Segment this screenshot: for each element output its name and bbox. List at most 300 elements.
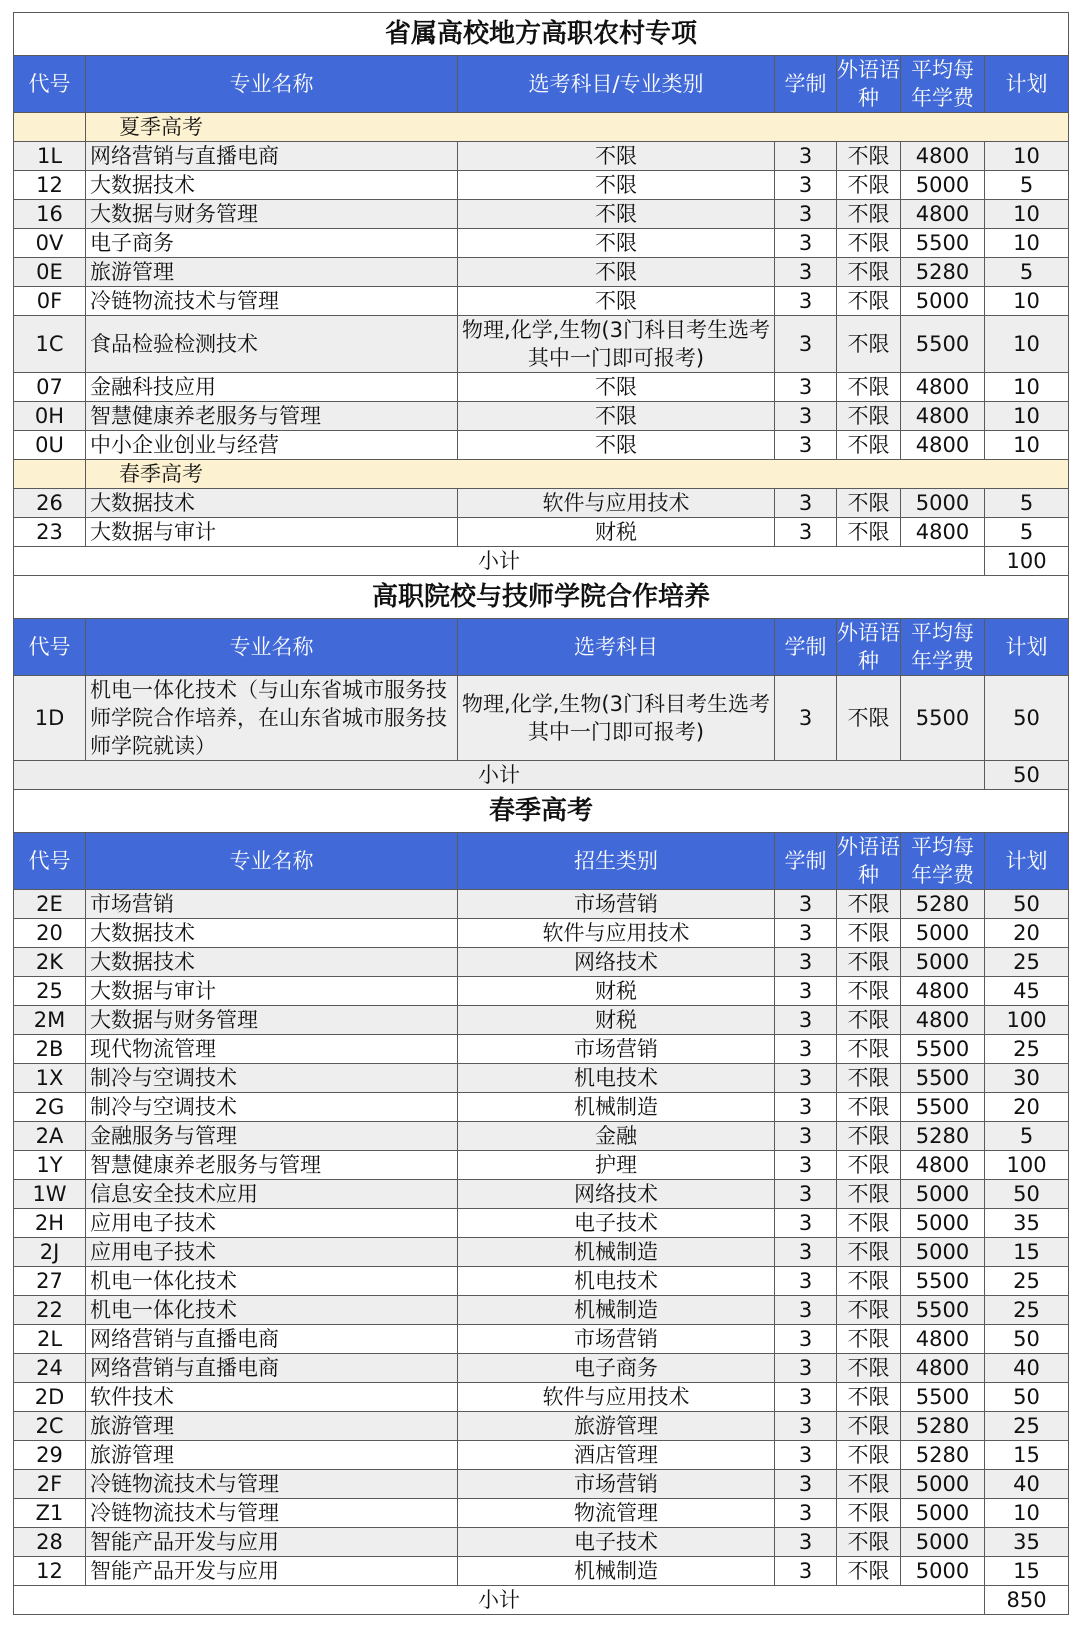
language-cell: 不限 — [837, 1441, 901, 1470]
tuition-cell: 5500 — [901, 1383, 985, 1412]
code-cell: 2H — [14, 1209, 86, 1238]
subject-cell: 机电技术 — [458, 1064, 775, 1093]
language-cell: 不限 — [837, 1470, 901, 1499]
column-header: 专业名称 — [86, 619, 458, 676]
column-header: 平均每年学费 — [901, 56, 985, 113]
tuition-cell: 5500 — [901, 1064, 985, 1093]
duration-cell: 3 — [775, 142, 837, 171]
major-name-cell: 大数据技术 — [86, 948, 458, 977]
duration-cell: 3 — [775, 1006, 837, 1035]
language-cell: 不限 — [837, 1006, 901, 1035]
subject-cell: 金融 — [458, 1122, 775, 1151]
code-cell: 1L — [14, 142, 86, 171]
enrollment-table — [13, 12, 1069, 1615]
language-cell: 不限 — [837, 373, 901, 402]
code-cell: 24 — [14, 1354, 86, 1383]
tuition-cell: 5280 — [901, 1412, 985, 1441]
quota-cell: 10 — [985, 402, 1069, 431]
code-cell: 26 — [14, 489, 86, 518]
major-name-cell: 智能产品开发与应用 — [86, 1557, 458, 1586]
code-cell: 2D — [14, 1383, 86, 1412]
column-header: 代号 — [14, 56, 86, 113]
quota-cell: 35 — [985, 1209, 1069, 1238]
table-row — [14, 1180, 1069, 1209]
quota-cell: 10 — [985, 373, 1069, 402]
code-cell: 16 — [14, 200, 86, 229]
section-title: 省属高校地方高职农村专项 — [14, 13, 1069, 56]
subtotal-row — [14, 761, 1069, 790]
code-cell: 2K — [14, 948, 86, 977]
subject-cell: 物流管理 — [458, 1499, 775, 1528]
major-name-cell: 大数据技术 — [86, 489, 458, 518]
blank-cell — [14, 460, 86, 489]
table-row — [14, 229, 1069, 258]
language-cell: 不限 — [837, 1035, 901, 1064]
major-name-cell: 智慧健康养老服务与管理 — [86, 1151, 458, 1180]
tuition-cell: 5500 — [901, 1093, 985, 1122]
language-cell: 不限 — [837, 402, 901, 431]
tuition-cell: 4800 — [901, 402, 985, 431]
duration-cell: 3 — [775, 1528, 837, 1557]
table-row — [14, 1441, 1069, 1470]
quota-cell: 25 — [985, 1267, 1069, 1296]
table-row — [14, 1064, 1069, 1093]
table-row — [14, 518, 1069, 547]
duration-cell: 3 — [775, 1151, 837, 1180]
column-header: 计划 — [985, 56, 1069, 113]
language-cell: 不限 — [837, 1122, 901, 1151]
subject-cell: 电子商务 — [458, 1354, 775, 1383]
quota-cell: 10 — [985, 229, 1069, 258]
language-cell: 不限 — [837, 1151, 901, 1180]
language-cell: 不限 — [837, 1412, 901, 1441]
subtotal-row — [14, 1586, 1069, 1615]
tuition-cell: 4800 — [901, 977, 985, 1006]
code-cell: 2B — [14, 1035, 86, 1064]
quota-cell: 5 — [985, 171, 1069, 200]
duration-cell: 3 — [775, 1499, 837, 1528]
duration-cell: 3 — [775, 258, 837, 287]
tuition-cell: 4800 — [901, 373, 985, 402]
major-name-cell: 中小企业创业与经营 — [86, 431, 458, 460]
table-row — [14, 948, 1069, 977]
code-cell: 27 — [14, 1267, 86, 1296]
quota-cell: 50 — [985, 1383, 1069, 1412]
quota-cell: 25 — [985, 1035, 1069, 1064]
table-row — [14, 977, 1069, 1006]
subject-cell: 财税 — [458, 977, 775, 1006]
header-row — [14, 833, 1069, 890]
duration-cell: 3 — [775, 1209, 837, 1238]
duration-cell: 3 — [775, 676, 837, 761]
major-name-cell: 大数据与审计 — [86, 518, 458, 547]
subject-cell: 不限 — [458, 431, 775, 460]
code-cell: 0U — [14, 431, 86, 460]
major-name-cell: 旅游管理 — [86, 1441, 458, 1470]
major-name-cell: 旅游管理 — [86, 1412, 458, 1441]
tuition-cell: 5280 — [901, 1122, 985, 1151]
duration-cell: 3 — [775, 1325, 837, 1354]
major-name-cell: 冷链物流技术与管理 — [86, 1499, 458, 1528]
quota-cell: 15 — [985, 1441, 1069, 1470]
major-name-cell: 大数据技术 — [86, 919, 458, 948]
column-header: 学制 — [775, 833, 837, 890]
tuition-cell: 4800 — [901, 1325, 985, 1354]
major-name-cell: 网络营销与直播电商 — [86, 1354, 458, 1383]
table-row — [14, 1238, 1069, 1267]
code-cell: 1C — [14, 316, 86, 373]
major-name-cell: 大数据与审计 — [86, 977, 458, 1006]
table-row — [14, 1470, 1069, 1499]
major-name-cell: 制冷与空调技术 — [86, 1064, 458, 1093]
subject-cell: 市场营销 — [458, 1470, 775, 1499]
subject-cell: 旅游管理 — [458, 1412, 775, 1441]
major-name-cell: 冷链物流技术与管理 — [86, 287, 458, 316]
duration-cell: 3 — [775, 1296, 837, 1325]
quota-cell: 25 — [985, 1296, 1069, 1325]
duration-cell: 3 — [775, 489, 837, 518]
language-cell: 不限 — [837, 1267, 901, 1296]
code-cell: 2C — [14, 1412, 86, 1441]
table-row — [14, 142, 1069, 171]
tuition-cell: 5500 — [901, 1267, 985, 1296]
table-row — [14, 1412, 1069, 1441]
quota-cell: 5 — [985, 489, 1069, 518]
language-cell: 不限 — [837, 1093, 901, 1122]
major-name-cell: 大数据与财务管理 — [86, 200, 458, 229]
language-cell: 不限 — [837, 1499, 901, 1528]
duration-cell: 3 — [775, 1238, 837, 1267]
code-cell: 28 — [14, 1528, 86, 1557]
duration-cell: 3 — [775, 1064, 837, 1093]
quota-cell: 100 — [985, 1151, 1069, 1180]
tuition-cell: 5500 — [901, 229, 985, 258]
language-cell: 不限 — [837, 489, 901, 518]
duration-cell: 3 — [775, 1354, 837, 1383]
language-cell: 不限 — [837, 229, 901, 258]
subject-cell: 不限 — [458, 373, 775, 402]
table-row — [14, 676, 1069, 761]
quota-cell: 50 — [985, 890, 1069, 919]
tuition-cell: 5500 — [901, 1035, 985, 1064]
duration-cell: 3 — [775, 948, 837, 977]
duration-cell: 3 — [775, 431, 837, 460]
subject-cell: 网络技术 — [458, 1180, 775, 1209]
language-cell: 不限 — [837, 258, 901, 287]
major-name-cell: 信息安全技术应用 — [86, 1180, 458, 1209]
quota-cell: 30 — [985, 1064, 1069, 1093]
subject-cell: 物理,化学,生物(3门科目考生选考其中一门即可报考) — [458, 676, 775, 761]
major-name-cell: 电子商务 — [86, 229, 458, 258]
table-row — [14, 1093, 1069, 1122]
major-name-cell: 机电一体化技术 — [86, 1267, 458, 1296]
table-row — [14, 1296, 1069, 1325]
major-name-cell: 网络营销与直播电商 — [86, 142, 458, 171]
code-cell: 29 — [14, 1441, 86, 1470]
table-row — [14, 1006, 1069, 1035]
language-cell: 不限 — [837, 142, 901, 171]
tuition-cell: 5000 — [901, 1238, 985, 1267]
language-cell: 不限 — [837, 431, 901, 460]
subject-cell: 市场营销 — [458, 1325, 775, 1354]
quota-cell: 15 — [985, 1557, 1069, 1586]
table-row — [14, 489, 1069, 518]
code-cell: 12 — [14, 171, 86, 200]
subtotal-value: 100 — [985, 547, 1069, 576]
column-header: 计划 — [985, 619, 1069, 676]
language-cell: 不限 — [837, 676, 901, 761]
section-title-row — [14, 576, 1069, 619]
tuition-cell: 4800 — [901, 1151, 985, 1180]
subject-cell: 物理,化学,生物(3门科目考生选考其中一门即可报考) — [458, 316, 775, 373]
column-header: 选考科目 — [458, 619, 775, 676]
tuition-cell: 5500 — [901, 1296, 985, 1325]
tuition-cell: 5000 — [901, 948, 985, 977]
duration-cell: 3 — [775, 890, 837, 919]
tuition-cell: 4800 — [901, 518, 985, 547]
duration-cell: 3 — [775, 1035, 837, 1064]
quota-cell: 50 — [985, 676, 1069, 761]
subject-cell: 财税 — [458, 1006, 775, 1035]
major-name-cell: 网络营销与直播电商 — [86, 1325, 458, 1354]
column-header: 专业名称 — [86, 833, 458, 890]
subject-cell: 电子技术 — [458, 1528, 775, 1557]
major-name-cell: 软件技术 — [86, 1383, 458, 1412]
quota-cell: 45 — [985, 977, 1069, 1006]
tuition-cell: 4800 — [901, 431, 985, 460]
duration-cell: 3 — [775, 402, 837, 431]
major-name-cell: 制冷与空调技术 — [86, 1093, 458, 1122]
table-row — [14, 1528, 1069, 1557]
language-cell: 不限 — [837, 1528, 901, 1557]
table-row — [14, 373, 1069, 402]
tuition-cell: 4800 — [901, 200, 985, 229]
duration-cell: 3 — [775, 1122, 837, 1151]
language-cell: 不限 — [837, 1180, 901, 1209]
table-row — [14, 316, 1069, 373]
table-row — [14, 1035, 1069, 1064]
code-cell: 0F — [14, 287, 86, 316]
language-cell: 不限 — [837, 1238, 901, 1267]
major-name-cell: 金融科技应用 — [86, 373, 458, 402]
subject-cell: 市场营销 — [458, 890, 775, 919]
quota-cell: 5 — [985, 1122, 1069, 1151]
quota-cell: 50 — [985, 1180, 1069, 1209]
blank-cell — [14, 113, 86, 142]
subject-cell: 不限 — [458, 200, 775, 229]
quota-cell: 15 — [985, 1238, 1069, 1267]
tuition-cell: 5000 — [901, 171, 985, 200]
quota-cell: 10 — [985, 287, 1069, 316]
code-cell: 12 — [14, 1557, 86, 1586]
language-cell: 不限 — [837, 518, 901, 547]
language-cell: 不限 — [837, 1383, 901, 1412]
subject-cell: 软件与应用技术 — [458, 1383, 775, 1412]
table-row — [14, 919, 1069, 948]
major-name-cell: 金融服务与管理 — [86, 1122, 458, 1151]
code-cell: 1X — [14, 1064, 86, 1093]
major-name-cell: 旅游管理 — [86, 258, 458, 287]
section-title-row — [14, 13, 1069, 56]
duration-cell: 3 — [775, 200, 837, 229]
quota-cell: 10 — [985, 142, 1069, 171]
table-row — [14, 431, 1069, 460]
column-header: 招生类别 — [458, 833, 775, 890]
quota-cell: 100 — [985, 1006, 1069, 1035]
header-row — [14, 56, 1069, 113]
quota-cell: 10 — [985, 431, 1069, 460]
section-title-row — [14, 790, 1069, 833]
table-row — [14, 1122, 1069, 1151]
tuition-cell: 5000 — [901, 919, 985, 948]
table-row — [14, 1325, 1069, 1354]
tuition-cell: 5000 — [901, 1180, 985, 1209]
quota-cell: 40 — [985, 1470, 1069, 1499]
duration-cell: 3 — [775, 1441, 837, 1470]
table-row — [14, 258, 1069, 287]
language-cell: 不限 — [837, 171, 901, 200]
column-header: 外语语种 — [837, 833, 901, 890]
column-header: 学制 — [775, 56, 837, 113]
tuition-cell: 4800 — [901, 1354, 985, 1383]
code-cell: 07 — [14, 373, 86, 402]
major-name-cell: 应用电子技术 — [86, 1209, 458, 1238]
quota-cell: 10 — [985, 1499, 1069, 1528]
table-row — [14, 1499, 1069, 1528]
major-name-cell: 市场营销 — [86, 890, 458, 919]
duration-cell: 3 — [775, 1557, 837, 1586]
table-row — [14, 1267, 1069, 1296]
subtotal-row — [14, 547, 1069, 576]
subject-cell: 不限 — [458, 229, 775, 258]
column-header: 代号 — [14, 619, 86, 676]
code-cell: 2L — [14, 1325, 86, 1354]
code-cell: 2E — [14, 890, 86, 919]
quota-cell: 50 — [985, 1325, 1069, 1354]
subtotal-value: 850 — [985, 1586, 1069, 1615]
language-cell: 不限 — [837, 200, 901, 229]
tuition-cell: 5000 — [901, 287, 985, 316]
table-row — [14, 1557, 1069, 1586]
quota-cell: 25 — [985, 1412, 1069, 1441]
enrollment-plan — [13, 12, 1068, 1615]
duration-cell: 3 — [775, 518, 837, 547]
code-cell: 0E — [14, 258, 86, 287]
language-cell: 不限 — [837, 948, 901, 977]
header-row — [14, 619, 1069, 676]
subject-cell: 市场营销 — [458, 1035, 775, 1064]
major-name-cell: 机电一体化技术（与山东省城市服务技师学院合作培养，在山东省城市服务技师学院就读） — [86, 676, 458, 761]
language-cell: 不限 — [837, 1325, 901, 1354]
language-cell: 不限 — [837, 1354, 901, 1383]
column-header: 外语语种 — [837, 56, 901, 113]
code-cell: 1W — [14, 1180, 86, 1209]
column-header: 平均每年学费 — [901, 619, 985, 676]
duration-cell: 3 — [775, 1267, 837, 1296]
language-cell: 不限 — [837, 1064, 901, 1093]
tuition-cell: 5000 — [901, 1557, 985, 1586]
subject-cell: 不限 — [458, 287, 775, 316]
language-cell: 不限 — [837, 287, 901, 316]
code-cell: 0V — [14, 229, 86, 258]
duration-cell: 3 — [775, 1412, 837, 1441]
code-cell: 20 — [14, 919, 86, 948]
subject-cell: 机械制造 — [458, 1296, 775, 1325]
tuition-cell: 5280 — [901, 890, 985, 919]
group-label-row — [14, 113, 1069, 142]
tuition-cell: 5280 — [901, 258, 985, 287]
group-label: 春季高考 — [86, 460, 1069, 489]
subtotal-label: 小计 — [14, 1586, 985, 1615]
duration-cell: 3 — [775, 287, 837, 316]
quota-cell: 20 — [985, 919, 1069, 948]
duration-cell: 3 — [775, 919, 837, 948]
duration-cell: 3 — [775, 977, 837, 1006]
quota-cell: 40 — [985, 1354, 1069, 1383]
subject-cell: 软件与应用技术 — [458, 919, 775, 948]
table-row — [14, 890, 1069, 919]
subject-cell: 财税 — [458, 518, 775, 547]
subject-cell: 软件与应用技术 — [458, 489, 775, 518]
table-row — [14, 200, 1069, 229]
duration-cell: 3 — [775, 1470, 837, 1499]
duration-cell: 3 — [775, 1093, 837, 1122]
column-header: 选考科目/专业类别 — [458, 56, 775, 113]
major-name-cell: 现代物流管理 — [86, 1035, 458, 1064]
code-cell: 2F — [14, 1470, 86, 1499]
major-name-cell: 智能产品开发与应用 — [86, 1528, 458, 1557]
tuition-cell: 5000 — [901, 1470, 985, 1499]
subject-cell: 网络技术 — [458, 948, 775, 977]
table-row — [14, 1354, 1069, 1383]
duration-cell: 3 — [775, 316, 837, 373]
table-row — [14, 1383, 1069, 1412]
tuition-cell: 4800 — [901, 1006, 985, 1035]
quota-cell: 20 — [985, 1093, 1069, 1122]
subject-cell: 不限 — [458, 258, 775, 287]
duration-cell: 3 — [775, 373, 837, 402]
quota-cell: 35 — [985, 1528, 1069, 1557]
subject-cell: 护理 — [458, 1151, 775, 1180]
table-row — [14, 1209, 1069, 1238]
column-header: 平均每年学费 — [901, 833, 985, 890]
language-cell: 不限 — [837, 1557, 901, 1586]
quota-cell: 5 — [985, 258, 1069, 287]
tuition-cell: 5500 — [901, 316, 985, 373]
code-cell: 1D — [14, 676, 86, 761]
duration-cell: 3 — [775, 1180, 837, 1209]
language-cell: 不限 — [837, 1296, 901, 1325]
table-row — [14, 402, 1069, 431]
subject-cell: 酒店管理 — [458, 1441, 775, 1470]
language-cell: 不限 — [837, 1209, 901, 1238]
subject-cell: 电子技术 — [458, 1209, 775, 1238]
major-name-cell: 冷链物流技术与管理 — [86, 1470, 458, 1499]
major-name-cell: 大数据与财务管理 — [86, 1006, 458, 1035]
subject-cell: 机械制造 — [458, 1238, 775, 1267]
subject-cell: 机械制造 — [458, 1557, 775, 1586]
tuition-cell: 5000 — [901, 1499, 985, 1528]
code-cell: 0H — [14, 402, 86, 431]
tuition-cell: 4800 — [901, 142, 985, 171]
tuition-cell: 5500 — [901, 676, 985, 761]
major-name-cell: 机电一体化技术 — [86, 1296, 458, 1325]
column-header: 专业名称 — [86, 56, 458, 113]
tuition-cell: 5280 — [901, 1441, 985, 1470]
major-name-cell: 应用电子技术 — [86, 1238, 458, 1267]
subtotal-label: 小计 — [14, 547, 985, 576]
code-cell: 1Y — [14, 1151, 86, 1180]
